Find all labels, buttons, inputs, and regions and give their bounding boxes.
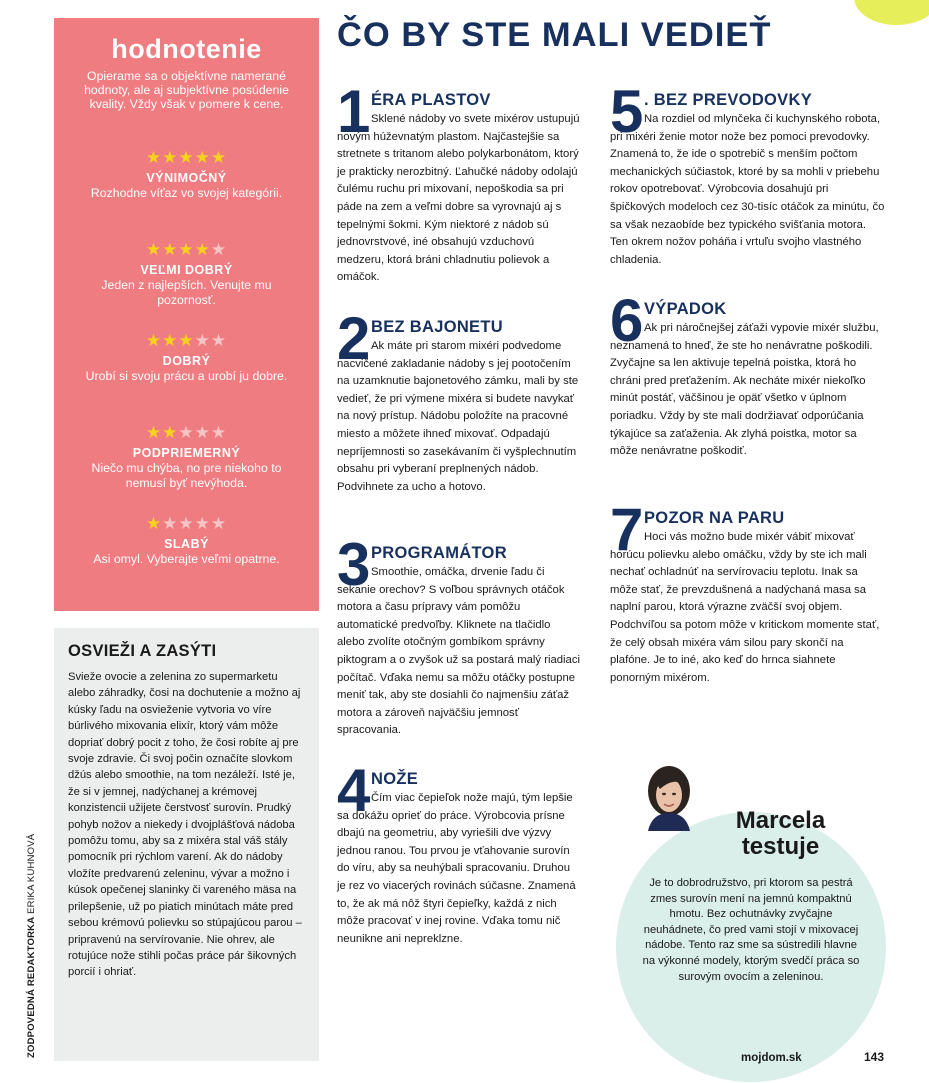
section-7: [610, 496, 885, 687]
section-3: [337, 531, 580, 740]
tester-title-line1: Marcela: [735, 807, 826, 834]
stars-1: [54, 515, 319, 533]
stars-3: [54, 332, 319, 350]
rating-name: SLABÝ: [164, 537, 209, 551]
rating-desc: Rozhodne víťaz vo svojej kategórii.: [90, 186, 283, 200]
rating-intro: Opierame sa o objektívne namerané hodnoty, ale aj subjektívne posúdenie kvality. Vždy však v pomere k cene.: [84, 69, 289, 111]
rating-level-5: [54, 149, 319, 201]
star-icon: ★★★: [145, 331, 195, 350]
page-title: ČO BY STE MALI VEDIEŤ: [337, 16, 772, 54]
stars-5: [54, 149, 319, 167]
section-number: 1: [337, 78, 371, 145]
rating-name: PODPRIEMERNÝ: [132, 446, 241, 460]
section-heading: ÉRA PLASTOV: [371, 91, 491, 109]
rating-level-3: [54, 332, 319, 384]
star-icon: ★★★★★: [145, 148, 228, 167]
section-text: Na rozdiel od mlynčeka či kuchynského robota, pri mixéri ženie motor nože bez pomoci prevodovky. Znamená to, že ide o spotrebič s menším počtom mechanických súčiastok, ktoré by sa mohli v priebehu rokov opotrebovať. Výrobcovia dosahujú pri špičkových modeloch cez 30-tisíc otáčok za minútu, čo sa však nezaobíde bez typického svišťania motora. Ten okrem nožov poháňa i vrtuľu svojho vlastného chladenia.: [610, 113, 885, 266]
section-heading: POZOR NA PARU: [644, 509, 785, 527]
section-number: 5: [610, 78, 644, 145]
editor-credit: [26, 834, 37, 1058]
rating-desc: Jeden z najlepších. Venujte mu pozornosť.: [101, 278, 272, 307]
rating-name: DOBRÝ: [162, 354, 211, 368]
section-heading: BEZ BAJONETU: [371, 318, 503, 336]
section-heading: . BEZ PREVODOVKY: [644, 91, 812, 109]
section-number: 4: [337, 757, 371, 824]
rating-desc: Urobí si svoju prácu a urobí ju dobre.: [85, 369, 288, 383]
section-text: Hoci vás možno bude mixér vábiť mixovať horúcu polievku alebo omáčku, vždy by ste ich mali nechať ochladnúť na servírovaciu teplotu. Inak sa môže stať, že prevzdušnená a nadýchaná masa sa naplní parou, ktorá výrazne zväčší svoj objem. Podchvíľou sa potom môže v kritickom momente stať, že celý obsah mixéra vám silou pary skončí na plafóne. Je to iné, ako keď do hrnca siahnete ponorným mixérom.: [610, 531, 880, 684]
section-number: 2: [337, 305, 371, 372]
fresh-heading: OSVIEŽI A ZASÝTI: [68, 642, 217, 660]
section-text: Sklené nádoby vo svete mixérov ustupujú novým húževnatým plastom. Najčastejšie sa stretnete s tritanom alebo polykarbonátom, ktorý je prakticky nerozbitný. Ľahučké nádoby odolajú čulému ruchu pri mixovaní, nepoškodia sa pri páde na zem a veľmi dobre sa vyrovnajú aj s tepelnými šokmi. Kým niektoré z nádob sú jednovrstvové, iné obsahujú vzduchovú medzeru, ktorá bráni chladnutiu polievok a omáčok.: [337, 113, 580, 284]
section-text: Smoothie, omáčka, drvenie ľadu či sekanie orechov? S voľbou správnych otáčok motora a času prípravy vám pomôžu automatické predvoľby. Kliknete na tlačidlo alebo zvolíte otočným gombíkom správny piktogram a o zvyšok už sa postará malý riadiaci počítač. Vďaka nemu sa môžu otáčky postupne meniť tak, aby ste dosiahli čo najmenšiu záťaž motora a zároveň najväčšiu jemnosť spracovania.: [337, 566, 580, 737]
fresh-box: [54, 628, 319, 1061]
rating-name: VÝNIMOČNÝ: [146, 171, 227, 185]
section-text: Ak pri náročnejšej záťaži vypovie mixér službu, neznamená to hneď, že ste ho nenávratne poškodili. Zvyčajne sa len aktivuje tepelná poistka, ktorá ho chráni pred preťažením. Ak necháte mixér niekoľko minút postáť, väčšinou je opäť všetko v úplnom poriadku. Vždy by ste mali dodržiavať odporúčania týkajúce sa zaťaženia. Ak zlyhá poistka, motor sa môže nenávratne poškodiť.: [610, 322, 879, 458]
section-2: [337, 305, 580, 496]
tester-text: Je to dobrodružstvo, pri ktorom sa pestrá zmes surovín mení na jemnú kompaktnú hmotu. Bez ochutnávky zvyčajne neuhádnete, čo pred vami stojí v mixovacej nádobe. Tento raz sme sa sústredili hlavne na výkonné modely, ktorým svedčí práca so surovým ovocím a zeleninou.: [642, 877, 860, 983]
stars-2: [54, 424, 319, 442]
star-icon: ★★★★: [145, 240, 211, 259]
rating-level-2: [54, 424, 319, 491]
section-number: 3: [337, 531, 371, 598]
star-icon: ★★★: [178, 423, 228, 442]
tester-title-line2: testuje: [741, 833, 820, 860]
credit-role: ZODPOVEDNÁ REDAKTORKA: [26, 916, 37, 1058]
rating-heading: hodnotenie: [111, 34, 262, 64]
decor-blob: [854, 0, 929, 25]
footer-site: mojdom.sk: [741, 1052, 802, 1064]
star-icon: ★: [145, 514, 163, 533]
section-number: 7: [610, 496, 644, 563]
tester-title: [708, 808, 853, 860]
section-1: [337, 78, 580, 287]
star-icon: ★★★★: [162, 514, 228, 533]
rating-desc: Niečo mu chýba, no pre niekoho to nemusí byť nevýhoda.: [91, 461, 282, 490]
tester-portrait: [638, 763, 700, 831]
rating-name: VEĽMI DOBRÝ: [140, 263, 233, 277]
section-heading: VÝPADOK: [644, 300, 727, 318]
rating-panel: [54, 18, 319, 611]
section-heading: PROGRAMÁTOR: [371, 544, 507, 562]
section-heading: NOŽE: [371, 770, 419, 788]
section-4: [337, 757, 580, 948]
rating-desc: Asi omyl. Vyberajte veľmi opatrne.: [93, 552, 280, 566]
stars-4: [54, 241, 319, 259]
star-icon: ★★: [145, 423, 179, 442]
rating-level-4: [54, 241, 319, 308]
section-6: [610, 287, 885, 461]
section-number: 6: [610, 287, 644, 354]
section-text: Čím viac čepieľok nože majú, tým lepšie sa dokážu oprieť do práce. Výrobcovia prísne dbajú na geometriu, aby vyriešili dve výzvy jednou ranou. Tou prvou je vťahovanie surovín do víru, aby sa neuhýbali spracovaniu. Druhou je rez vo viacerých rovinách súčasne. Znamená to, že ak má nôž štyri čepieľky, každá z nich môže pracovať v inej rovine. Vďaka tomu nič neunikne ani nepreklzne.: [337, 792, 576, 945]
section-text: Ak máte pri starom mixéri podvedome nacvičené zakladanie nádoby s jej pootočením na uzamknutie bajonetového zámku, mali by ste vedieť, že pri výmene mixéra si budete navykať na nový prístup. Nádobu položíte na pracovné miesto a môžete ihneď mixovať. Odpadajú nepríjemnosti so zasekávaním či vyšplechnutím obsahu pri vyberaní preplnených nádob. Podvihnete za ucho a hotovo.: [337, 340, 579, 493]
rating-level-1: [54, 515, 319, 567]
fresh-text: Svieže ovocie a zelenina zo supermarketu alebo záhradky, čosi na dochutenie a možno aj kúsky ľadu na osvieženie vytvoria vo víre búrlivého mixovania elixír, ktorý vám môže dopriať dobrý pocit z toho, že čosi robíte aj pre svoje zdravie. Či svoj počin označíte slovkom džús alebo smoothie, na tom nezáleží. Isté je, že si v jemnej, nadýchanej a krémovej konzistencii užijete čerstvosť surovín. Prudký pohyb nožov a niekedy i dvojplášťová nádoba pomôžu tomu, aby sa z mixéra stal váš stály pomocník pri rýchlom varení. Ak do nádoby vložíte predvarenú zeleninu, vývar a možno i kúsok opečenej slaninky či vareného mäsa na prilepšenie, už po piatich minútach máte pred sebou krémovú polievku so stúpajúcou parou – pripravenú na servírovanie. Nie ohrev, ale rotujúce nože stihli počas práce pár šikovných porcií i ohriať.: [68, 671, 302, 979]
credit-name: ERIKA KUHNOVÁ: [26, 833, 37, 914]
section-5: [610, 78, 885, 269]
star-icon: ★: [210, 240, 228, 259]
page-number: 143: [864, 1050, 885, 1064]
star-icon: ★★: [194, 331, 228, 350]
